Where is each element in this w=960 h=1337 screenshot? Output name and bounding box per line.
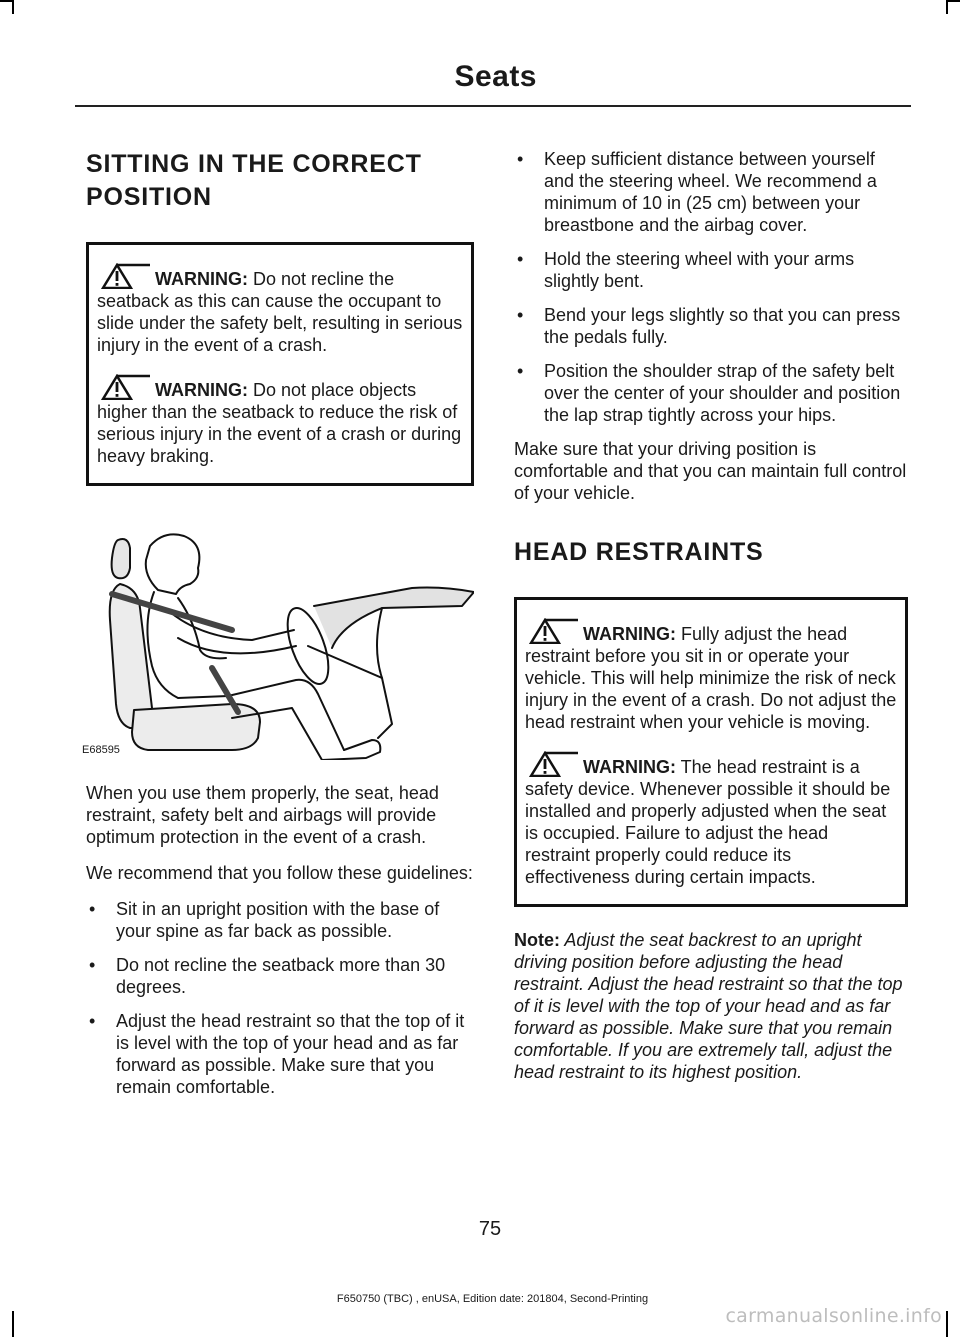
warning-item: [97, 263, 463, 356]
seating-position-illustration: [82, 528, 474, 760]
warning-box: [86, 242, 474, 486]
left-column: [82, 140, 474, 1110]
warning-item: [525, 751, 897, 888]
figure-code: E68595: [82, 744, 120, 756]
warning-item: [97, 374, 463, 467]
crop-mark: [946, 0, 960, 2]
warning-label: WARNING:: [155, 380, 248, 400]
warning-triangle-icon: [101, 263, 151, 289]
warning-item: [525, 618, 897, 733]
crop-mark: [12, 1311, 14, 1337]
page-number: 75: [478, 1218, 502, 1240]
section-heading-head-restraints: HEAD RESTRAINTS: [514, 538, 764, 566]
recommend-paragraph: We recommend that you follow these guidelines:: [86, 863, 473, 883]
note-label: Note:: [514, 930, 560, 950]
list-item: • Sit in an upright position with the base of your spine as far back as possible.: [89, 899, 440, 941]
bullet-icon: •: [89, 1011, 96, 1031]
header-divider: [75, 105, 911, 107]
crop-mark: [946, 1311, 948, 1337]
warning-box: [514, 597, 908, 907]
crop-mark: [946, 0, 948, 14]
bullet-icon: •: [517, 305, 524, 325]
bullet-icon: •: [89, 899, 96, 919]
list-item: • Bend your legs slightly so that you can press the pedals fully.: [517, 305, 901, 347]
guideline-list: [514, 148, 908, 426]
note-text: Adjust the seat backrest to an upright driving position before adjusting the head restraint. Adjust the head restraint so that the top of it is level with the top of your head and as far forward as possible. Make sure that you remain comfortable. If you are extremely tall, adjust the head restraint to its highest position.: [514, 930, 903, 1082]
intro-paragraph: When you use them properly, the seat, head restraint, safety belt and airbags will provide optimum protection in the event of a crash.: [86, 783, 439, 847]
guideline-list: [86, 898, 474, 1098]
warning-text: Do not place objects higher than the seatback to reduce the risk of serious injury in the event of a crash or during heavy braking.: [97, 380, 462, 466]
bullet-icon: •: [517, 361, 524, 381]
bullet-icon: •: [517, 249, 524, 269]
warning-triangle-icon: [529, 751, 579, 777]
list-item: • Do not recline the seatback more than 30 degrees.: [89, 955, 446, 997]
crop-mark: [12, 0, 14, 14]
warning-label: WARNING:: [583, 624, 676, 644]
page-title: Seats: [454, 60, 537, 93]
right-column: [514, 148, 908, 1097]
watermark: carmanualsonline.info: [725, 1305, 942, 1327]
warning-text: Fully adjust the head restraint before you sit in or operate your vehicle. This will help minimize the risk of neck injury in the event of a crash. Do not adjust the head restraint when your vehicle is moving.: [525, 624, 897, 732]
driver-figure-icon: [82, 528, 474, 760]
warning-triangle-icon: [101, 374, 151, 400]
list-item: • Keep sufficient distance between yourself and the steering wheel. We recommend a minimum of 10 in (25 cm) between your breastbone and the airbag cover.: [517, 149, 877, 235]
bullet-icon: •: [89, 955, 96, 975]
section-heading-sitting: SITTING IN THE CORRECT POSITION: [86, 150, 422, 211]
warning-label: WARNING:: [155, 269, 248, 289]
footer-edition: F650750 (TBC) , enUSA, Edition date: 201804, Second-Printing: [336, 1293, 649, 1305]
closing-paragraph: Make sure that your driving position is comfortable and that you can maintain full control of your vehicle.: [514, 439, 907, 503]
warning-triangle-icon: [529, 618, 579, 644]
list-item: • Hold the steering wheel with your arms slightly bent.: [517, 249, 855, 291]
warning-text: The head restraint is a safety device. Whenever possible it should be installed and properly adjusted when the seat is occupied. Failure to adjust the head restraint properly could reduce its effectiveness during certain impacts.: [525, 757, 891, 887]
note-paragraph: [514, 929, 908, 1083]
list-item: • Position the shoulder strap of the safety belt over the center of your shoulder and position the lap strap tightly across your hips.: [517, 361, 901, 425]
warning-text: Do not recline the seatback as this can cause the occupant to slide under the safety belt, resulting in serious injury in the event of a crash.: [97, 269, 463, 355]
list-item: • Adjust the head restraint so that the top of it is level with the top of your head and as far forward as possible. Make sure that you remain comfortable.: [89, 1011, 465, 1097]
warning-label: WARNING:: [583, 757, 676, 777]
bullet-icon: •: [517, 149, 524, 169]
